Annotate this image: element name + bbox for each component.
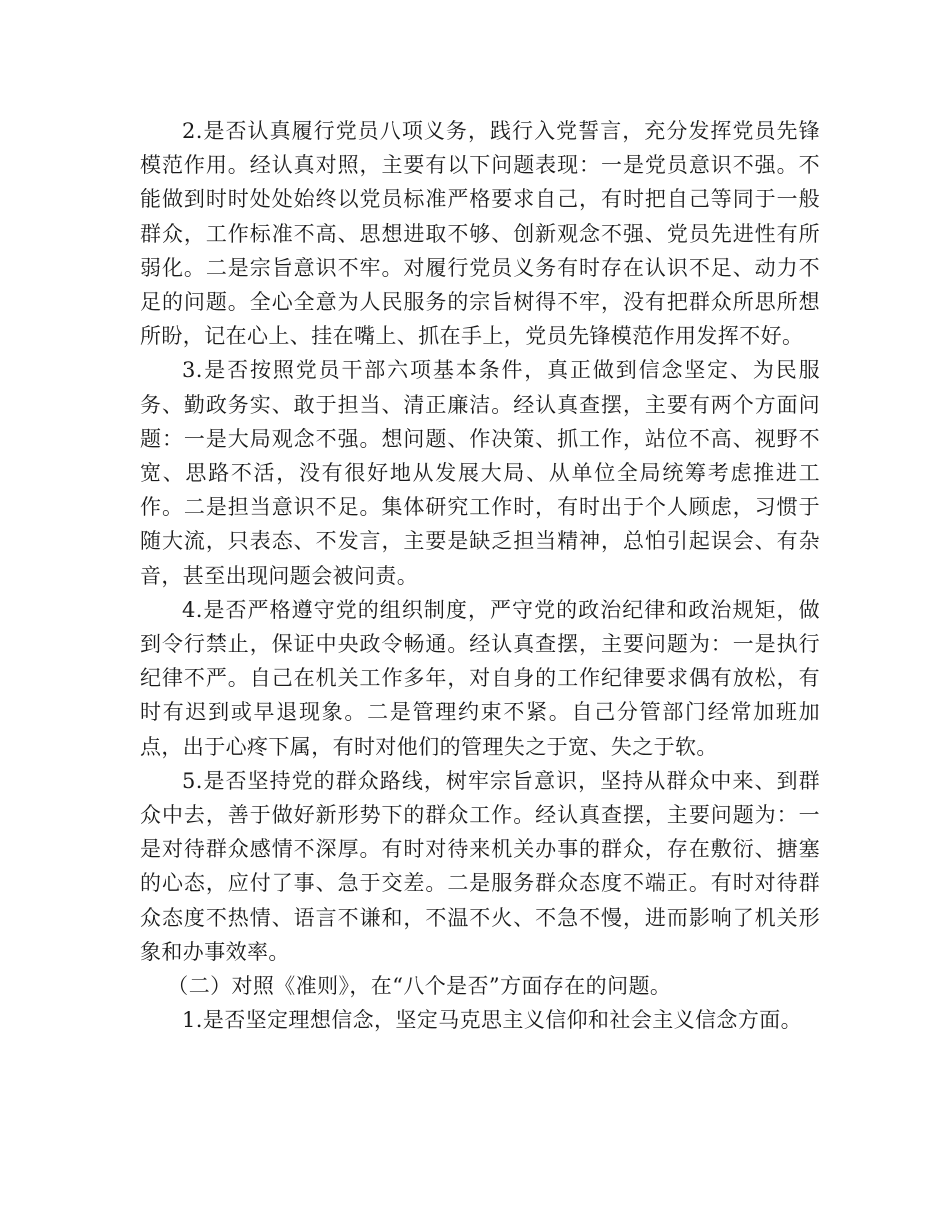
paragraph-item-5: 5.是否坚持党的群众路线，树牢宗旨意识，坚持从群众中来、到群众中去，善于做好新形势下的群众工作。经认真查摆，主要问题为：一是对待群众感情不深厚。有时对待来机关办事的群众，存在敷衍、搪塞的心态，应付了事、急于交差。二是服务群众态度不端正。有时对待群众态度不热情、语言不谦和，不温不火、不急不慢，进而影响了机关形象和办事效率。 bbox=[140, 768, 820, 964]
document-body bbox=[140, 114, 820, 1037]
paragraph-item-4: 4.是否严格遵守党的组织制度，严守党的政治纪律和政治规矩，做到令行禁止，保证中央政令畅通。经认真查摆，主要问题为：一是执行纪律不严。自己在机关工作多年，对自身的工作纪律要求偶有放松，有时有迟到或早退现象。二是管理约束不紧。自己分管部门经常加班加点，出于心疼下属，有时对他们的管理失之于宽、失之于软。 bbox=[140, 597, 820, 759]
paragraph-item-1: 1.是否坚定理想信念，坚定马克思主义信仰和社会主义信念方面。 bbox=[182, 1008, 803, 1033]
paragraph-item-3: 3.是否按照党员干部六项基本条件，真正做到信念坚定、为民服务、勤政务实、敢于担当、清正廉洁。经认真查摆，主要有两个方面问题：一是大局观念不强。想问题、作决策、抓工作，站位不高、视野不宽、思路不活，没有很好地从发展大局、从单位全局统筹考虑推进工作。二是担当意识不足。集体研究工作时，有时出于个人顾虑，习惯于随大流，只表态、不发言，主要是缺乏担当精神，总怕引起误会、有杂音，甚至出现问题会被问责。 bbox=[140, 358, 820, 588]
section-heading: （二）对照《准则》，在“八个是否”方面存在的问题。 bbox=[167, 974, 672, 999]
paragraph-item-2: 2.是否认真履行党员八项义务，践行入党誓言，充分发挥党员先锋模范作用。经认真对照，主要有以下问题表现：一是党员意识不强。不能做到时时处处始终以党员标准严格要求自己，有时把自己等同于一般群众，工作标准不高、思想进取不够、创新观念不强、党员先进性有所弱化。二是宗旨意识不牢。对履行党员义务有时存在认识不足、动力不足的问题。全心全意为人民服务的宗旨树得不牢，没有把群众所思所想所盼，记在心上、挂在嘴上、抓在手上，党员先锋模范作用发挥不好。 bbox=[140, 119, 820, 349]
